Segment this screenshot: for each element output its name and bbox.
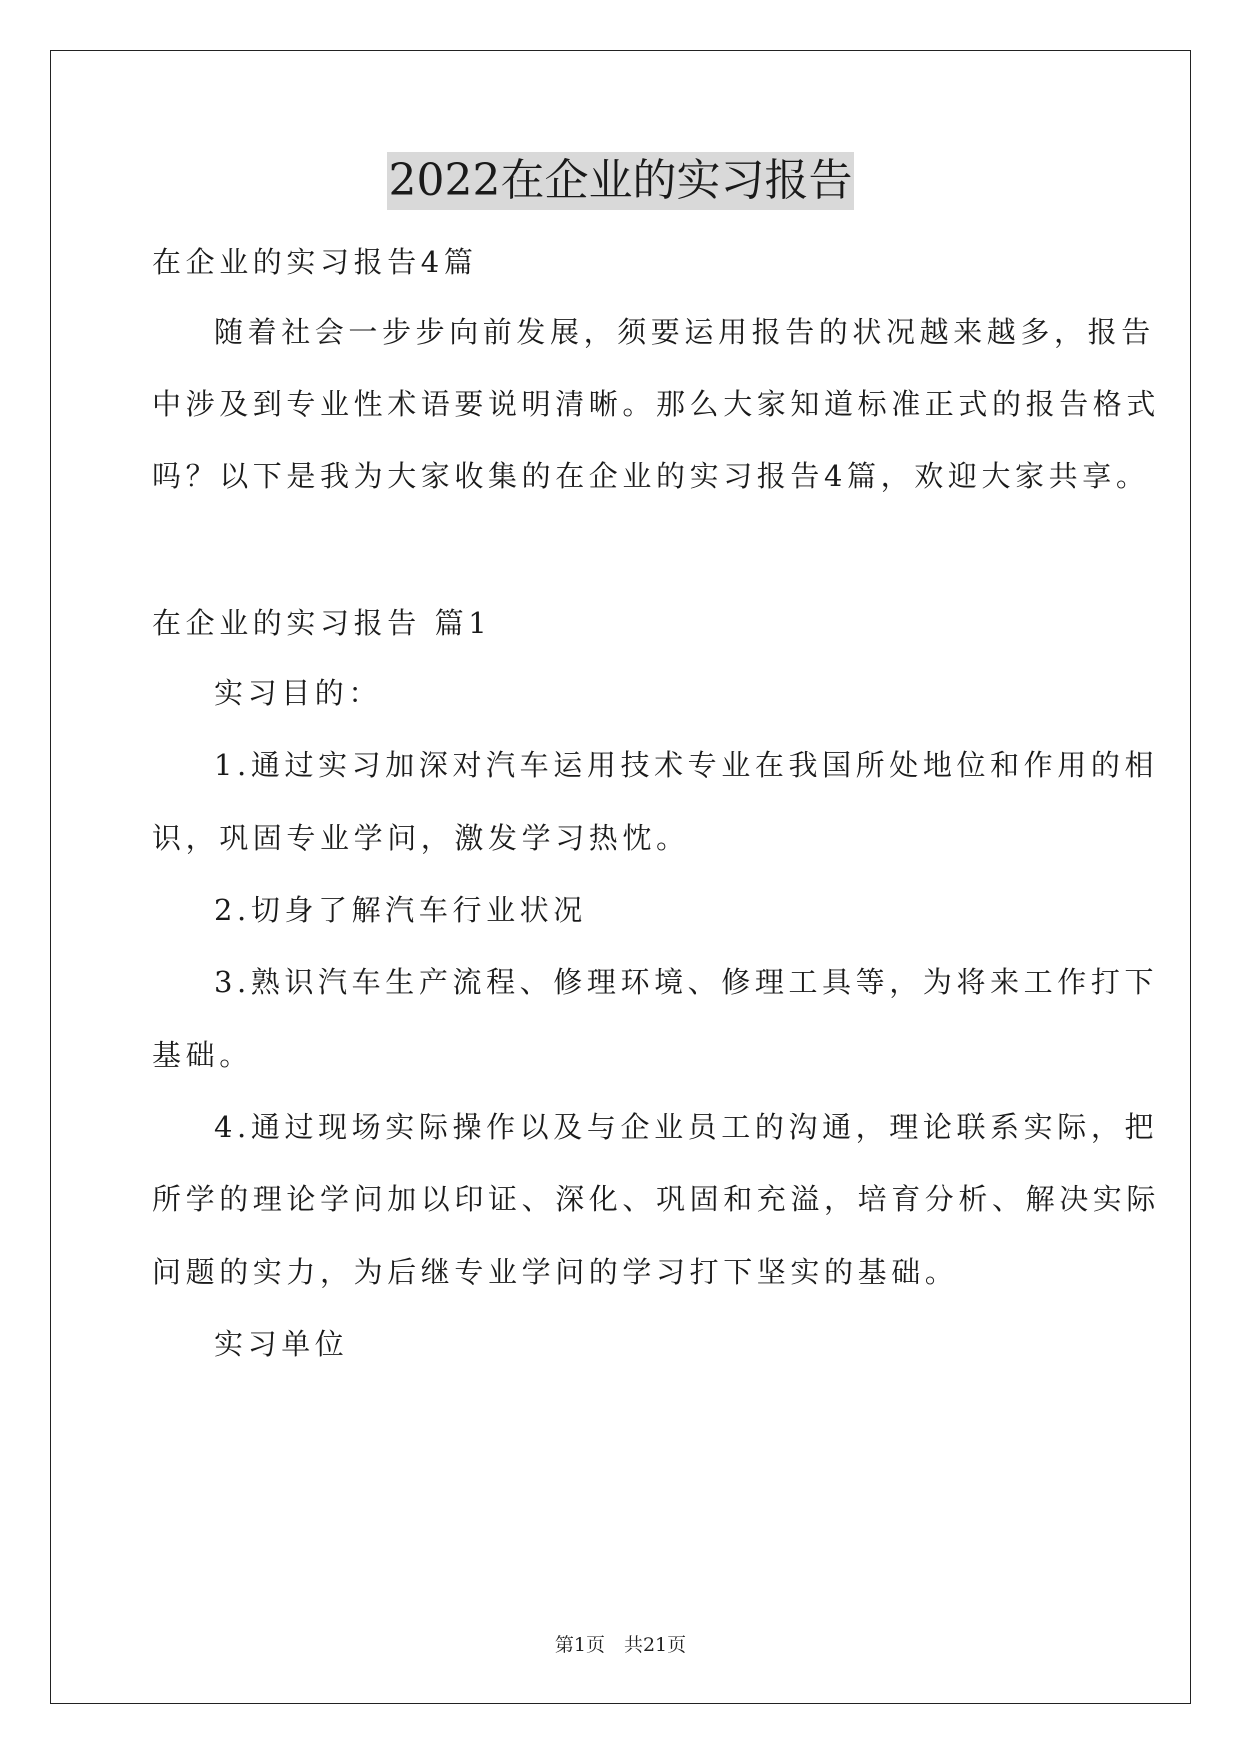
item2-line: 2.切身了解汽车行业状况 [214, 893, 587, 927]
item3-line-2: 基础。 [152, 1038, 253, 1072]
section-heading: 在企业的实习报告 篇1 [152, 606, 492, 640]
item1-line-2: 识，巩固专业学问，激发学习热忱。 [152, 821, 690, 855]
intro-line-3: 吗？以下是我为大家收集的在企业的实习报告4篇，欢迎大家共享。 [152, 459, 1150, 493]
title-container [0, 152, 1241, 210]
purpose-label: 实习目的： [214, 676, 383, 710]
subtitle: 在企业的实习报告4篇 [152, 245, 478, 279]
item4-line-3: 问题的实力，为后继专业学问的学习打下坚实的基础。 [152, 1255, 959, 1289]
intro-line-1: 随着社会一步步向前发展，须要运用报告的状况越来越多，报告 [214, 315, 1155, 349]
item4-line-1: 4.通过现场实际操作以及与企业员工的沟通，理论联系实际，把 [214, 1110, 1159, 1144]
item4-line-2: 所学的理论学问加以印证、深化、巩固和充溢，培育分析、解决实际 [152, 1182, 1161, 1216]
intro-line-2: 中涉及到专业性术语要说明清晰。那么大家知道标准正式的报告格式 [152, 387, 1161, 421]
item1-line-1: 1.通过实习加深对汽车运用技术专业在我国所处地位和作用的相 [214, 748, 1159, 782]
unit-label: 实习单位 [214, 1327, 349, 1361]
document-title: 2022在企业的实习报告 [387, 152, 855, 210]
page-footer: 第1页 共21页 [554, 1634, 687, 1656]
item3-line-1: 3.熟识汽车生产流程、修理环境、修理工具等，为将来工作打下 [214, 965, 1159, 999]
page-border [50, 50, 1191, 1704]
